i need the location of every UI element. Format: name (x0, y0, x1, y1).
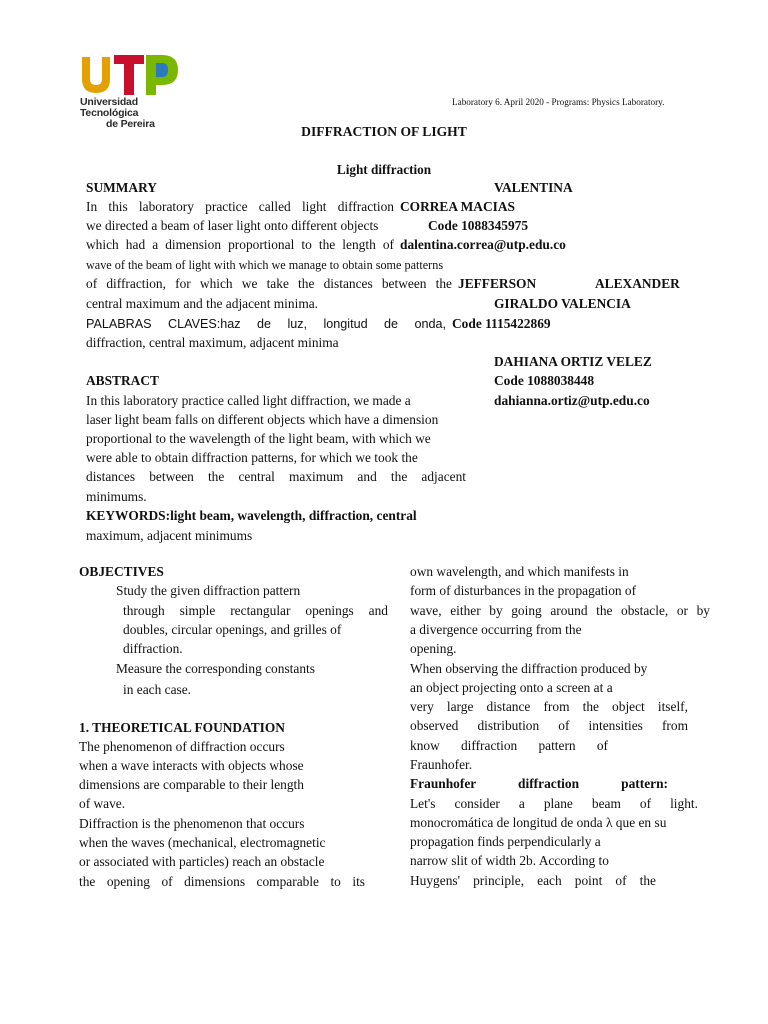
right-line-14: propagation finds perpendicularly a (410, 834, 601, 849)
page-title: DIFFRACTION OF LIGHT (301, 124, 467, 139)
author1-first-name: VALENTINA (494, 180, 573, 195)
theory-line-8: the opening of dimensions comparable to its (79, 874, 365, 889)
theory-line-3: dimensions are comparable to their length (79, 777, 304, 792)
header-note: Laboratory 6. April 2020 - Programs: Physics Laboratory. (452, 97, 665, 107)
logo-city: de Pereira (106, 118, 155, 130)
theory-line-4: of wave. (79, 796, 126, 811)
abstract-line-4: were able to obtain diffraction patterns, for which we took the (86, 450, 418, 465)
right-line-4: a divergence occurring from the (410, 622, 582, 637)
right-line-3: wave, either by going around the obstacle, or by (410, 603, 710, 618)
objective-1-line-3: doubles, circular openings, and grilles of (123, 622, 342, 637)
author3-name: DAHIANA ORTIZ VELEZ (494, 354, 652, 369)
theory-heading: 1. THEORETICAL FOUNDATION (79, 720, 285, 735)
theory-line-2: when a wave interacts with objects whose (79, 758, 304, 773)
author1-email: dalentina.correa@utp.edu.co (400, 237, 566, 252)
palabras-claves-line-2: diffraction, central maximum, adjacent minima (86, 335, 339, 350)
utp-logo-icon (80, 53, 180, 99)
right-line-10: know diffraction pattern of (410, 738, 608, 753)
logo-university: Universidad Tecnológica (80, 96, 139, 119)
right-line-11: Fraunhofer. (410, 757, 473, 772)
summary-line-3: which had a dimension proportional to the length of (86, 237, 394, 252)
author2-middle-name: ALEXANDER (595, 276, 680, 291)
abstract-heading: ABSTRACT (86, 373, 159, 388)
objective-1-line-4: diffraction. (123, 641, 183, 656)
theory-line-1: The phenomenon of diffraction occurs (79, 739, 285, 754)
summary-line-6: central maximum and the adjacent minima. (86, 296, 319, 311)
summary-line-4: wave of the beam of light with which we manage to obtain some patterns (86, 258, 444, 272)
abstract-line-3: proportional to the wavelength of the light beam, with which we (86, 431, 431, 446)
right-line-15: narrow slit of width 2b. According to (410, 853, 609, 868)
university-logo (80, 53, 180, 130)
right-line-12: Let's consider a plane beam of light. (410, 796, 698, 811)
right-line-9: observed distribution of intensities from (410, 718, 688, 733)
abstract-line-6: minimums. (86, 489, 147, 504)
objective-2-line-2: in each case. (123, 682, 192, 697)
author3-code: Code 1088038448 (494, 373, 595, 388)
summary-line-2: we directed a beam of laser light onto different objects (86, 218, 379, 233)
objective-1-line-2: through simple rectangular openings and (123, 603, 388, 618)
summary-line-1: In this laboratory practice called light diffraction (86, 199, 394, 214)
author2-first-name: JEFFERSON (458, 276, 537, 291)
keywords-label: KEYWORDS:light beam, wavelength, diffraction, central (86, 508, 417, 523)
right-line-7: an object projecting onto a screen at a (410, 680, 613, 695)
abstract-line-1: In this laboratory practice called light diffraction, we made a (86, 393, 411, 408)
summary-heading: SUMMARY (86, 180, 157, 195)
palabras-claves-line-1: PALABRAS CLAVES:haz de luz, longitud de onda, (86, 317, 446, 331)
keywords-line (86, 508, 476, 524)
fraunhofer-heading: Fraunhofer diffraction pattern: (410, 776, 668, 791)
right-line-5: opening. (410, 641, 457, 656)
right-line-16: Huygens' principle, each point of the (410, 873, 656, 888)
author1-last-name: CORREA MACIAS (400, 199, 515, 214)
abstract-line-2: laser light beam falls on different objects which have a dimension (86, 412, 439, 427)
theory-line-7: or associated with particles) reach an obstacle (79, 854, 325, 869)
keywords-rest: maximum, adjacent minimums (86, 528, 253, 543)
right-line-6: When observing the diffraction produced by (410, 661, 648, 676)
page-subtitle: Light diffraction (336, 162, 432, 177)
right-line-2: form of disturbances in the propagation of (410, 583, 637, 598)
objective-1-line-1: Study the given diffraction pattern (116, 583, 301, 598)
theory-line-5: Diffraction is the phenomenon that occurs (79, 816, 305, 831)
author1-code: Code 1088345975 (428, 218, 529, 233)
objectives-heading: OBJECTIVES (79, 564, 164, 579)
right-line-13: monocromática de longitud de onda λ que en su (410, 815, 667, 830)
right-line-1: own wavelength, and which manifests in (410, 564, 629, 579)
abstract-line-5: distances between the central maximum and the adjacent (86, 469, 466, 484)
author2-code: Code 1115422869 (452, 316, 551, 331)
author2-last-name: GIRALDO VALENCIA (494, 296, 631, 311)
summary-line-5: of diffraction, for which we take the distances between the (86, 276, 452, 291)
theory-line-6: when the waves (mechanical, electromagnetic (79, 835, 326, 850)
objective-2-line-1: Measure the corresponding constants (116, 661, 315, 676)
author3-email: dahianna.ortiz@utp.edu.co (494, 393, 650, 408)
right-line-8: very large distance from the object itself, (410, 699, 688, 714)
